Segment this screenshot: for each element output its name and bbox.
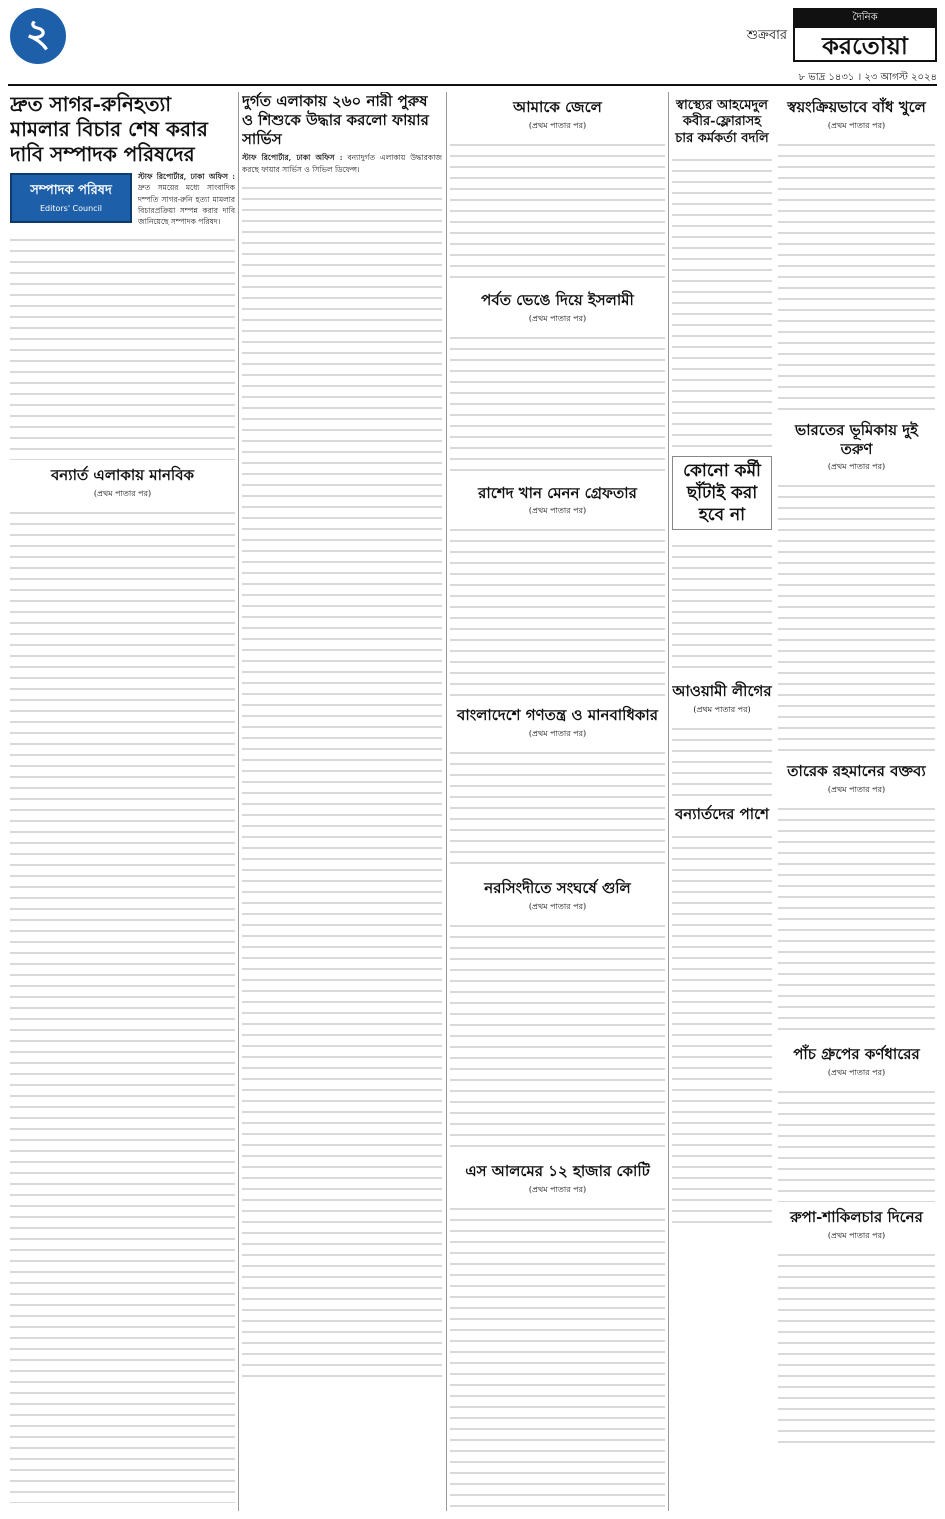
column-divider [668, 92, 669, 1511]
article-text-block [450, 916, 665, 1156]
article-text-block [778, 135, 935, 415]
article-text-block [450, 520, 665, 700]
section-headline: বাংলাদেশে গণতন্ত্র ও মানবাধিকার [457, 706, 658, 725]
continuation-note: (প্রথম পাতার পর) [827, 462, 886, 472]
column-2 [242, 92, 442, 1511]
column-1 [10, 92, 235, 1511]
paper-logo [793, 8, 937, 62]
lead-text: দ্রুত সময়ের মধ্যে সাংবাদিক দম্পতি সাগর-রুনি হত্যা মামলার বিচারপ্রক্রিয়া সম্পন্ন করার দাবি জানিয়েছে সম্পাদক পরিষদ। [138, 183, 235, 226]
dateline: ৮ ভাদ্র ১৪৩১ । ২৩ আগস্ট ২০২৪ [798, 72, 937, 83]
worker-headline: কোনো কর্মী ছাঁটাই করা হবে না [672, 456, 772, 530]
page-number-badge: ২ [10, 8, 66, 64]
article-text-block [778, 1082, 935, 1202]
section-headline: নরসিংদীতে সংঘর্ষে গুলি [484, 879, 631, 897]
continuation-note: (প্রথম পাতার পর) [693, 704, 751, 714]
continuation-note: (প্রথম পাতার পর) [528, 1184, 587, 1194]
rescue-headline: দুর্গত এলাকায় ২৬০ নারী পুরুষ ও শিশুকে উদ্ধার করলো ফায়ার সার্ভিস [242, 92, 429, 148]
section-headline: রুপা-শাকিলচার দিনের [790, 1207, 923, 1226]
continuation-note: (প্রথম পাতার পর) [528, 506, 587, 516]
rescue-body [242, 152, 442, 175]
article-text-block [672, 536, 772, 676]
paper-logo-name: করতোয়া [822, 32, 908, 60]
article-text-block [450, 743, 665, 873]
continuation-note: (প্রথম পাতার পর) [528, 120, 587, 130]
continuation-note: (প্রথম পাতার পর) [528, 313, 587, 323]
byline: স্টাফ রিপোর্টার, ঢাকা অফিস : [138, 172, 235, 181]
continuation-note: (প্রথম পাতার পর) [827, 1067, 886, 1077]
article-text-block [672, 719, 772, 799]
transfer-headline: স্বাস্থ্যের আহমেদুল কবীর-ফ্লোরাসহ চার কর্মকর্তা বদলি [675, 98, 769, 146]
article-text-block [672, 150, 772, 450]
article-text-block [672, 827, 772, 1227]
continuation-note: (প্রথম পাতার পর) [827, 785, 886, 794]
masthead [597, 8, 937, 64]
lead-headline: দ্রুত সাগর-রুনিহত্যা মামলার বিচার শেষ করার দাবি সম্পাদক পরিষদের [10, 92, 208, 166]
article-text-block [778, 476, 935, 756]
article-text-block [778, 799, 935, 1039]
section-headline: এস আলমের ১২ হাজার কোটি [465, 1161, 650, 1180]
section-headline: পাঁচ গ্রুপের কর্ণধারের [793, 1045, 920, 1063]
continuation-note: (প্রথম পাতার পর) [528, 901, 587, 911]
column-3 [450, 92, 665, 1511]
sub-column-left [672, 92, 772, 1445]
article-text-block [450, 328, 665, 478]
section-headline: স্বয়ংক্রিয়ভাবে বাঁধ খুলে [787, 98, 926, 116]
section-headline: তারেক রহমানের বক্তব্য [787, 762, 926, 781]
section-headline: রাশেদ খান মেনন গ্রেফতার [478, 483, 637, 502]
logo-sub-text: Editors' Council [39, 204, 103, 213]
byline: স্টাফ রিপোর্টার, ঢাকা অফিস : [242, 153, 343, 163]
section-headline: বন্যার্তদের পাশে [674, 804, 770, 823]
column-divider [446, 92, 447, 1511]
article-text-block [778, 1245, 935, 1445]
rescue-text: বন্যাদুর্গত এলাকায় উদ্ধারকাজ করছে ফায়ার সার্ভিস ও সিভিল ডিফেন্স। [242, 153, 442, 174]
continuation-note: (প্রথম পাতার পর) [827, 1230, 886, 1240]
article-text-block [242, 178, 442, 1378]
section-headline: ভারতের ভূমিকায় দুই তরুণ [795, 420, 918, 458]
continuation-note: (প্রথম পাতার পর) [93, 489, 152, 498]
weekday: শুক্রবার [746, 28, 787, 43]
logo-main-text: সম্পাদক পরিষদ [30, 183, 112, 198]
section-headline: পর্বত ভেঙে দিয়ে ইসলামী [481, 290, 634, 309]
column-4 [672, 92, 935, 1511]
sub-column-right [778, 92, 935, 1445]
column-divider [238, 92, 239, 1511]
article-text-block [10, 503, 235, 1503]
article-text-block [450, 1199, 665, 1512]
section-headline: আমাকে জেলে [513, 98, 602, 116]
section-headline: আওয়ামী লীগের [672, 682, 772, 701]
section-headline: বন্যার্ত এলাকায় মানবিক [50, 466, 195, 485]
editors-council-logo [10, 173, 132, 223]
header-rule [8, 84, 937, 86]
article-text-block [450, 135, 665, 285]
article-text-block [10, 230, 235, 460]
continuation-note: (প্রথম পাতার পর) [827, 120, 886, 130]
paper-logo-small: দৈনিক [795, 10, 935, 28]
continuation-note: (প্রথম পাতার পর) [528, 729, 587, 738]
